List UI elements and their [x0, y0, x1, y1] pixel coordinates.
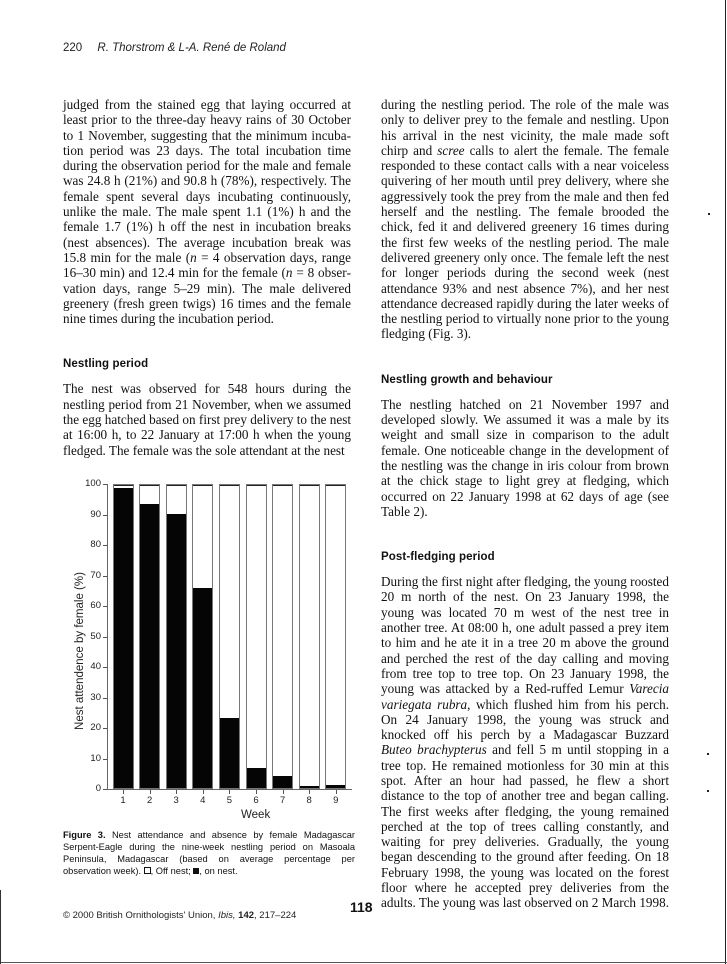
x-tick	[176, 790, 177, 794]
bar-week-6	[246, 484, 267, 789]
bar-week-1	[113, 484, 134, 789]
copyright-line: © 2000 British Ornithologists' Union, Ibis, 142, 217–224	[63, 910, 297, 921]
bar-week-7	[272, 484, 293, 789]
y-tick	[103, 759, 107, 760]
x-tick-label: 6	[253, 795, 259, 806]
y-tick-label: 10	[90, 752, 101, 764]
on-nest-segment	[193, 588, 212, 788]
bar-top-edge	[273, 485, 292, 486]
figure-3-chart	[55, 470, 355, 830]
bar-week-4	[192, 484, 213, 789]
x-tick-label: 3	[173, 795, 179, 806]
bar-top-edge	[220, 485, 239, 486]
x-tick-label: 1	[120, 795, 126, 806]
on-nest-segment	[273, 776, 292, 788]
heading-post-fledging: Post-fledging period	[381, 551, 495, 564]
x-tick	[309, 790, 310, 794]
bar-top-edge	[140, 485, 159, 486]
y-tick	[103, 728, 107, 729]
x-tick	[123, 790, 124, 794]
page-edge	[725, 0, 726, 964]
x-tick	[283, 790, 284, 794]
y-tick-label: 70	[90, 569, 101, 581]
y-tick-label: 30	[90, 691, 101, 703]
bar-top-edge	[167, 485, 186, 486]
x-tick	[229, 790, 230, 794]
heading-nestling-growth: Nestling growth and behaviour	[381, 373, 553, 386]
page-edge	[0, 890, 1, 964]
y-axis-title: Nest attendence by female (%)	[74, 572, 86, 730]
on-nest-segment	[300, 786, 319, 788]
y-tick-label: 80	[90, 539, 101, 550]
scan-speck	[707, 753, 709, 755]
right-column	[381, 97, 669, 911]
x-tick-label: 5	[226, 795, 233, 806]
running-head-page-number: 220	[63, 42, 83, 54]
figure-caption: Figure 3. Nest attendance and absence by female Madagascar Serpent-Eagle during the nine-week nestling period on Masoala Peninsula, Madagascar (based on average percentage per observation week). , Off nest; , on nest.	[63, 830, 355, 876]
y-tick	[103, 484, 107, 485]
paragraph-nestling-role: during the nestling period. The role of the male was only to deliver prey to the female and nestling. Upon his arrival in the nest vicinity, the male made soft chirp and scree calls to alert the female. The female responded to these contact calls with a near voiceless quivering of her mouth until prey delivery, where she aggressively took the prey from the male and then fed herself and the nestling. The female brooded the chick, fed it and delivered greenery 16 times during the first few weeks of the nestling period. The male delivered greenery only once. The female left the nest for longer periods during the second week (nest attendance 93% and nest absence 7%), and her nest attendance decreased rapidly during the later weeks of the nestling period to virtually none prior to the young fledging (Fig. 3).	[381, 97, 669, 342]
y-tick	[103, 667, 107, 668]
running-head-authors: R. Thorstrom & L-A. René de Roland	[97, 42, 286, 54]
bar-top-edge	[300, 485, 319, 486]
running-head	[63, 42, 286, 54]
y-tick-label: 50	[90, 630, 101, 642]
y-tick	[103, 606, 107, 607]
y-tick	[103, 576, 107, 577]
page-number: 118	[350, 899, 373, 915]
x-tick	[336, 790, 337, 794]
y-tick-label: 100	[85, 478, 101, 489]
bar-top-edge	[193, 485, 212, 486]
y-axis-line	[107, 484, 108, 789]
x-tick	[150, 790, 151, 794]
caption-label: Figure 3.	[63, 830, 106, 840]
scan-speck	[707, 790, 709, 792]
bar-week-8	[299, 484, 320, 789]
left-column	[63, 97, 351, 458]
paragraph-nestling-growth: The nestling hatched on 21 November 1997 and developed slowly. We assumed it was a male by its weight and small size in comparison to the adult female. One noticeable change in the development of the nestling was the change in iris colour from brown at the chick stage to light grey at fledging, which occurred on 22 January 1998 at 62 days of age (see Table 2).	[381, 396, 669, 519]
heading-nestling-period: Nestling period	[63, 358, 149, 371]
x-tick-label: 2	[146, 795, 153, 806]
y-tick-label: 60	[90, 600, 101, 611]
page-edge	[0, 962, 727, 963]
on-nest-segment	[167, 514, 186, 789]
x-tick-label: 7	[279, 795, 286, 806]
y-tick	[103, 515, 107, 516]
on-nest-segment	[114, 488, 133, 788]
paragraph-incubation: judged from the stained egg that laying occurred at least prior to the three-day heavy rains of 30 October to 1 November, suggesting that the minimum incubation period was 23 days. The total incubation time during the observation period for the male and female was 24.8 h (21%) and 90.8 h (78%), respectively. The female spent several days incubating continuously, unlike the male. The male spent 1.1 (1%) h and the female 1.7 (1%) h off the nest in incubation breaks (nest absences). The average incubation break was 15.8 min for the male (n = 4 observation days, range 16–30 min) and 12.4 min for the female (n = 8 observation days, range 5–29 min). The male delivered greenery (fresh green twigs) 16 times and the female nine times during the incubation period.	[63, 97, 351, 327]
y-tick-label: 0	[95, 783, 101, 794]
off-nest-legend-icon	[144, 867, 151, 874]
bar-top-edge	[326, 485, 345, 486]
x-tick-label: 9	[333, 795, 339, 806]
x-tick	[256, 790, 257, 794]
x-tick-label: 8	[306, 795, 312, 806]
bar-week-5	[219, 484, 240, 789]
bar-top-edge	[114, 485, 133, 486]
bar-week-2	[139, 484, 160, 789]
paragraph-post-fledging: During the first night after fledging, the young roosted 20 m north of the nest. On 23 January 1998, the young was located 70 m west of the nest tree in another tree. At 08:00 h, one adult passed a prey item to him and he ate it in a tree 20 m above the ground and perched the rest of the day calling and moving from tree top to tree top. On 23 January 1998, the young was attacked by a Red-ruffed Lemur Varecia variegata rubra, which flushed him from his perch. On 24 January 1998, the young was struck and knocked off his perch by a Madagascar Buzzard Buteo brachypterus and fell 5 m until stopping in a tree top. He remained motionless for 30 min at this spot. After an hour had passed, he flew a short distance to the top of another tree and began calling. The first weeks after fledging, the young remained perched at the top of trees calling constantly, and waiting for prey deliveries. Gradually, the young began descending to the ground after feeding. On 18 February 1998, the young was located on the forest floor where he accepted prey deliveries from the adults. The young was last observed on 2 March 1998.	[381, 574, 669, 911]
on-nest-segment	[247, 768, 266, 788]
y-tick	[103, 637, 107, 638]
y-tick-label: 20	[90, 722, 101, 733]
paragraph-nestling-period: The nest was observed for 548 hours during the nestling period from 21 November, when we assumed the egg hatched based on first prey delivery to the nest at 16:00 h, to 22 January at 17:00 h when the young fledged. The female was the sole attendant at the nest	[63, 381, 351, 458]
x-tick	[203, 790, 204, 794]
on-nest-segment	[326, 785, 345, 788]
y-tick	[103, 545, 107, 546]
y-tick-label: 40	[90, 661, 101, 672]
x-tick-label: 4	[200, 795, 206, 806]
x-axis-title: Week	[241, 809, 271, 821]
bar-top-edge	[247, 485, 266, 486]
y-tick	[103, 698, 107, 699]
on-nest-segment	[140, 504, 159, 788]
bar-week-3	[166, 484, 187, 789]
y-tick-label: 90	[90, 508, 101, 520]
scan-speck	[708, 213, 710, 215]
on-nest-segment	[220, 718, 239, 788]
bar-week-9	[325, 484, 346, 789]
